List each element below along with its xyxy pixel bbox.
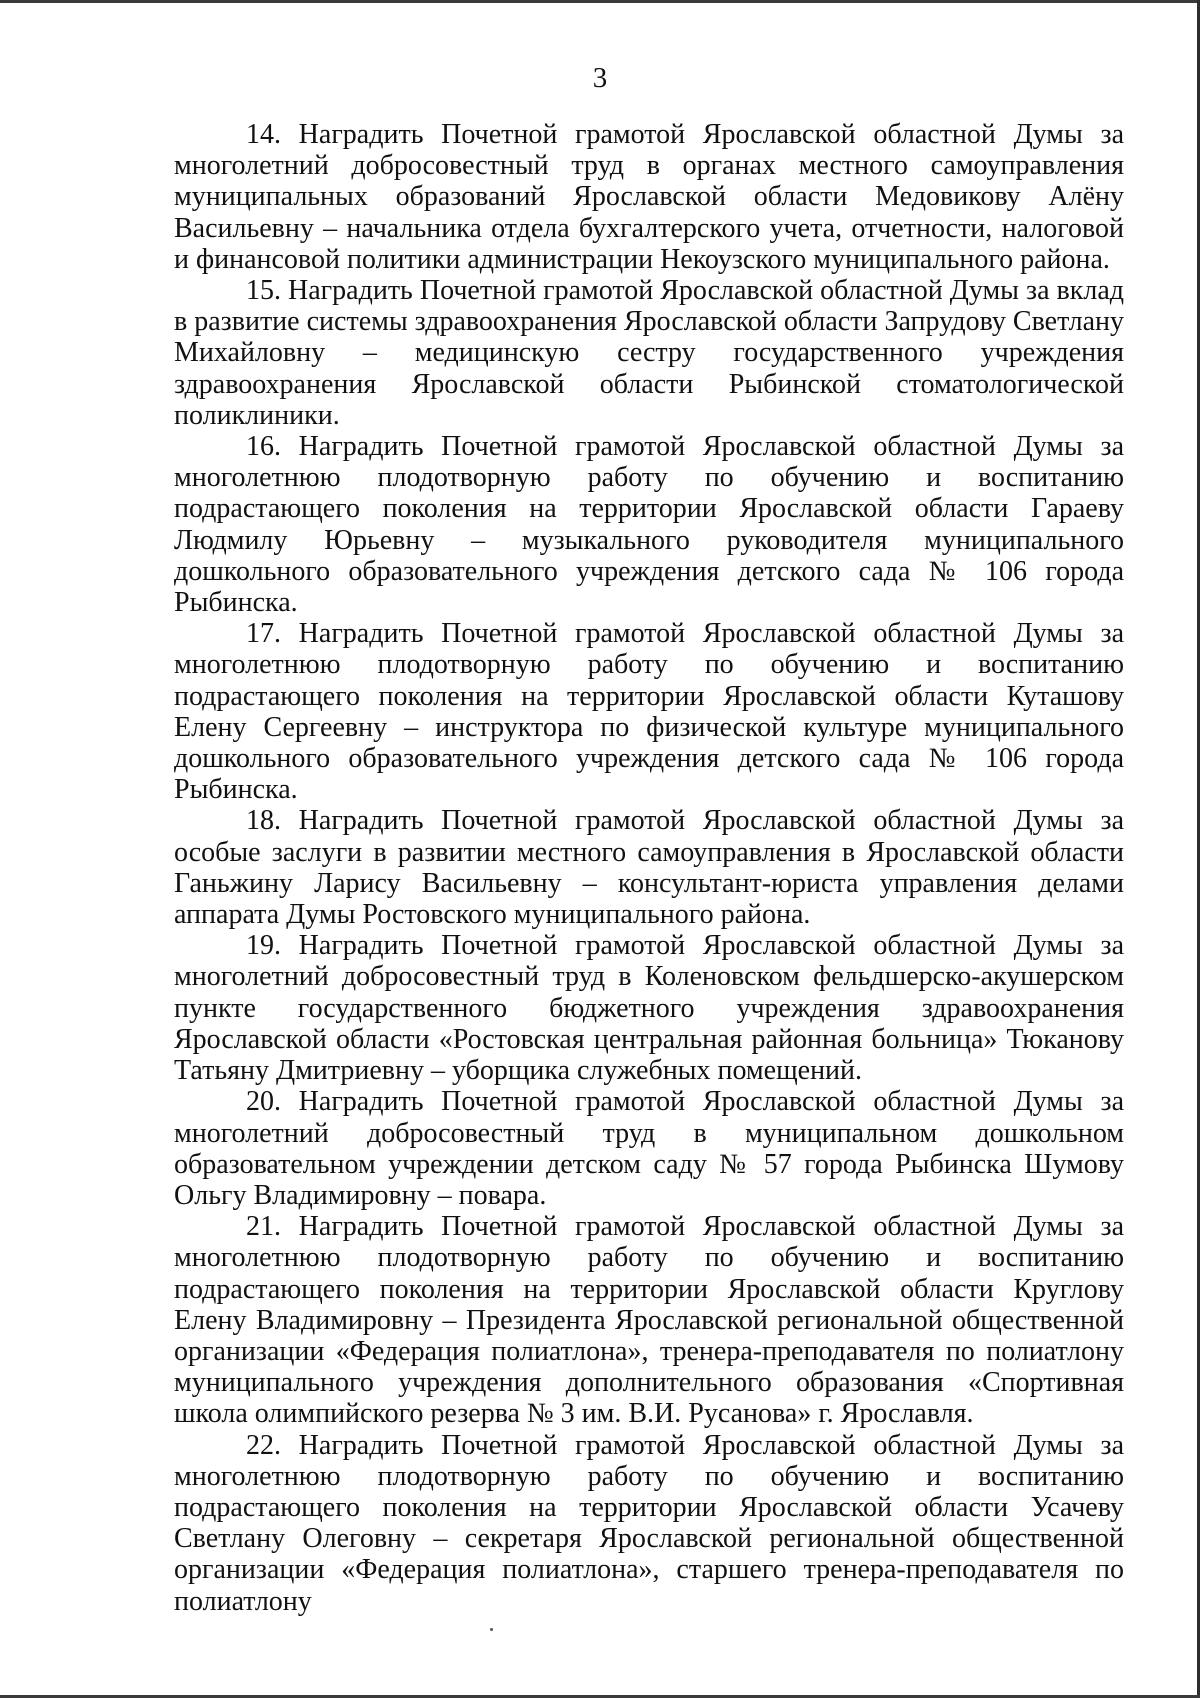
paragraph-number: 18. [246, 805, 281, 837]
paragraph-text: Наградить Почетной грамотой Ярославской областной Думы за особые заслуги в развитии местного самоуправления в Ярославской области Ганьжину Ларису Васильевну – консультант-юриста управления делами аппарата Думы Ростовского муниципального района. [174, 805, 1124, 931]
paragraph-number: 16. [246, 431, 281, 463]
award-paragraph-20 [174, 1086, 1124, 1211]
paragraph-text: Наградить Почетной грамотой Ярославской областной Думы за многолетнюю плодотворную работу по обучению и воспитанию подрастающего поколения на территории Ярославской области Круглову Елену Владимировну – Президента Ярославской региональной общественной организации «Федерация полиатлона», тренера-преподавателя по полиатлону муниципального учреждения дополнительного образования «Спортивная школа олимпийского резерва № 3 им. В.И. Русанова» г. Ярославля. [174, 1211, 1124, 1430]
paragraph-text: Наградить Почетной грамотой Ярославской областной Думы за многолетний добросовестный труд в муниципальном дошкольном образовательном учреждении детском саду № 57 города Рыбинска Шумову Ольгу Владимировну – повара. [174, 1086, 1124, 1211]
award-paragraph-22 [174, 1430, 1124, 1617]
paragraph-text: Наградить Почетной грамотой Ярославской областной Думы за вклад в развитие системы здравоохранения Ярославской области Запрудову Светлану Михайловну – медицинскую сестру государственного учреждения здравоохранения Ярославской области Рыбинской стоматологической поликлиники. [174, 275, 1124, 431]
paragraph-number: 20. [246, 1086, 281, 1118]
page-number: 3 [592, 62, 608, 94]
paragraph-text: Наградить Почетной грамотой Ярославской областной Думы за многолетнюю плодотворную работу по обучению и воспитанию подрастающего поколения на территории Ярославской области Усачеву Светлану Олеговну – секретаря Ярославской региональной общественной организации «Федерация полиатлона», старшего тренера-преподавателя по полиатлону [174, 1429, 1124, 1617]
paragraph-number: 14. [246, 119, 281, 150]
document-body [174, 119, 1124, 1617]
award-paragraph-14 [174, 119, 1124, 275]
award-paragraph-18 [174, 805, 1124, 930]
scan-edge-top [0, 0, 1200, 3]
paragraph-number: 21. [246, 1211, 281, 1243]
award-paragraph-19 [174, 930, 1124, 1086]
paragraph-number: 19. [246, 930, 281, 962]
paragraph-number: 17. [246, 618, 281, 650]
paragraph-text: Наградить Почетной грамотой Ярославской областной Думы за многолетний добросовестный труд в Коленовском фельдшерско-акушерском пункте государственного бюджетного учреждения здравоохранения Ярославской области «Ростовская центральная районная больница» Тюканову Татьяну Дмитриевну – уборщика служебных помещений. [174, 930, 1124, 1087]
paragraph-text: Наградить Почетной грамотой Ярославской областной Думы за многолетнюю плодотворную работу по обучению и воспитанию подрастающего поколения на территории Ярославской области Куташову Елену Сергеевну – инструктора по физической культуре муниципального дошкольного образовательного учреждения детского сада № 106 города Рыбинска. [174, 618, 1124, 806]
paragraph-number: 15. [246, 275, 281, 307]
paragraph-text: Наградить Почетной грамотой Ярославской областной Думы за многолетний добросовестный труд в органах местного самоуправления муниципальных образований Ярославской области Медовикову Алёну Васильевну – начальника отдела бухгалтерского учета, отчетности, налоговой и финансовой политики администрации Некоузского муниципального района. [174, 119, 1124, 275]
paragraph-text: Наградить Почетной грамотой Ярославской областной Думы за многолетнюю плодотворную работу по обучению и воспитанию подрастающего поколения на территории Ярославской области Гараеву Людмилу Юрьевну – музыкального руководителя муниципального дошкольного образовательного учреждения детского сада № 106 города Рыбинска. [174, 431, 1124, 619]
award-paragraph-21 [174, 1211, 1124, 1429]
scan-speck [490, 1628, 493, 1631]
award-paragraph-16 [174, 431, 1124, 618]
award-paragraph-17 [174, 618, 1124, 805]
award-paragraph-15 [174, 275, 1124, 431]
paragraph-number: 22. [246, 1429, 281, 1461]
